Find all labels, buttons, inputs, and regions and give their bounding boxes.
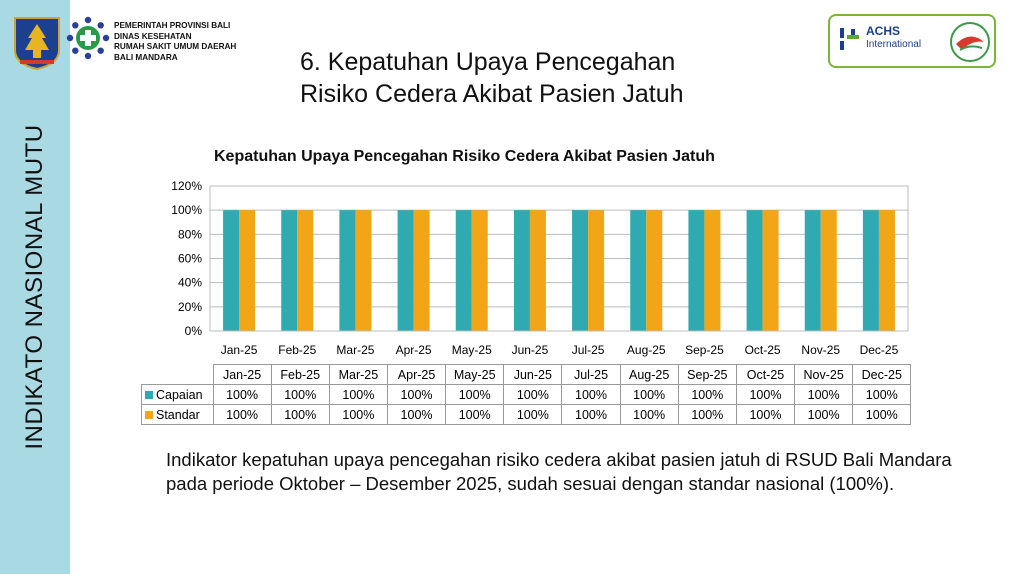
table-cell: 100% <box>853 405 911 425</box>
legend-swatch <box>145 391 153 399</box>
x-tick-label: Dec-25 <box>859 343 899 357</box>
y-tick-label: 40% <box>177 275 202 290</box>
sidebar-title: INDIKATO NASIONAL MUTU <box>21 124 48 450</box>
table-cell: 100% <box>446 405 504 425</box>
bar-standar-sep-25 <box>704 210 720 331</box>
chart-title: Kepatuhan Upaya Pencegahan Risiko Cedera Akibat Pasien Jatuh <box>214 148 715 165</box>
table-header-cell: Dec-25 <box>853 365 911 385</box>
table-header-cell: May-25 <box>446 365 504 385</box>
table-header-cell: Sep-25 <box>678 365 736 385</box>
bali-province-emblem-icon <box>12 14 62 70</box>
legend-label: Capaian <box>156 387 203 402</box>
org-line: DINAS KESEHATAN <box>114 31 192 41</box>
data-table <box>141 364 911 425</box>
bar-capaian-nov-25 <box>805 210 821 331</box>
table-cell: 100% <box>678 405 736 425</box>
table-header-cell: Mar-25 <box>329 365 387 385</box>
bar-standar-may-25 <box>472 210 488 331</box>
x-tick-label: Jan-25 <box>220 343 258 357</box>
table-header-cell: Jun-25 <box>504 365 562 385</box>
table-cell: 100% <box>387 405 445 425</box>
table-cell: 100% <box>562 385 620 405</box>
x-tick-label: Apr-25 <box>395 343 432 357</box>
table-header-cell: Nov-25 <box>795 365 853 385</box>
bar-standar-nov-25 <box>821 210 837 331</box>
accreditation-emblem-icon <box>948 20 992 64</box>
x-tick-label: Jul-25 <box>571 343 605 357</box>
org-line: BALI MANDARA <box>114 52 178 62</box>
bar-capaian-jul-25 <box>572 210 588 331</box>
org-line: RUMAH SAKIT UMUM DAERAH <box>114 42 237 51</box>
health-office-logo-icon <box>66 16 110 60</box>
table-cell: 100% <box>562 405 620 425</box>
legend-cell-standar <box>142 405 214 425</box>
table-cell: 100% <box>736 385 794 405</box>
bar-capaian-dec-25 <box>863 210 879 331</box>
legend-cell-capaian <box>142 385 214 405</box>
table-cell: 100% <box>620 385 678 405</box>
bar-standar-jan-25 <box>239 210 255 331</box>
bar-capaian-feb-25 <box>281 210 297 331</box>
bar-capaian-apr-25 <box>398 210 414 331</box>
x-tick-label: Nov-25 <box>801 343 841 357</box>
x-tick-label: Aug-25 <box>626 343 666 357</box>
table-cell: 100% <box>504 385 562 405</box>
table-cell: 100% <box>446 385 504 405</box>
table-header-row <box>142 365 911 385</box>
table-header-cell: Jul-25 <box>562 365 620 385</box>
y-tick-label: 0% <box>184 324 202 338</box>
bar-standar-mar-25 <box>355 210 371 331</box>
description-text: Indikator kepatuhan upaya pencegahan risiko cedera akibat pasien jatuh di RSUD Bali Mandara pada periode Oktober – Desember 2025, sudah sesuai dengan standar nasional (100%). <box>166 449 952 494</box>
table-cell: 100% <box>329 385 387 405</box>
x-tick-label: Feb-25 <box>278 343 317 357</box>
bar-standar-feb-25 <box>297 210 313 331</box>
table-cell: 100% <box>678 385 736 405</box>
table-cell: 100% <box>271 385 329 405</box>
y-tick-label: 80% <box>177 227 202 242</box>
table-header-cell: Jan-25 <box>213 365 271 385</box>
bar-standar-aug-25 <box>646 210 662 331</box>
table-cell: 100% <box>329 405 387 425</box>
table-cell: 100% <box>736 405 794 425</box>
table-header-cell: Apr-25 <box>387 365 445 385</box>
legend-swatch <box>145 411 153 419</box>
table-cell: 100% <box>213 405 271 425</box>
achs-mark-icon <box>838 26 862 52</box>
bar-standar-oct-25 <box>763 210 779 331</box>
achs-sublabel: International <box>866 39 922 50</box>
table-row <box>142 405 911 425</box>
bar-capaian-oct-25 <box>747 210 763 331</box>
y-tick-label: 120% <box>171 179 202 193</box>
gridlines <box>210 186 908 331</box>
x-tick-label: Jun-25 <box>511 343 549 357</box>
y-tick-label: 100% <box>171 203 202 218</box>
x-tick-label: Mar-25 <box>336 343 375 357</box>
bar-capaian-aug-25 <box>630 210 646 331</box>
table-cell: 100% <box>853 385 911 405</box>
table-cell: 100% <box>387 385 445 405</box>
accreditation-logos <box>828 14 996 68</box>
x-tick-label: Oct-25 <box>744 343 781 357</box>
x-tick-label: May-25 <box>451 343 492 357</box>
table-header-cell: Oct-25 <box>736 365 794 385</box>
org-line: PEMERINTAH PROVINSI BALI <box>114 21 231 30</box>
sidebar <box>0 0 70 574</box>
table-cell: 100% <box>504 405 562 425</box>
y-tick-label: 20% <box>177 299 202 314</box>
achs-label: ACHS <box>866 24 901 38</box>
bar-standar-dec-25 <box>879 210 895 331</box>
table-cell: 100% <box>620 405 678 425</box>
bar-standar-apr-25 <box>414 210 430 331</box>
table-cell: 100% <box>271 405 329 425</box>
bar-capaian-may-25 <box>456 210 472 331</box>
table-corner <box>142 365 214 385</box>
table-cell: 100% <box>795 385 853 405</box>
bars <box>223 210 895 331</box>
table-cell: 100% <box>213 385 271 405</box>
bar-capaian-sep-25 <box>688 210 704 331</box>
x-tick-label: Sep-25 <box>685 343 724 357</box>
organization-name <box>114 21 236 63</box>
slide-title <box>300 46 684 110</box>
table-row <box>142 385 911 405</box>
table-header-cell: Feb-25 <box>271 365 329 385</box>
bar-capaian-jan-25 <box>223 210 239 331</box>
bar-standar-jun-25 <box>530 210 546 331</box>
slide-title-line1: 6. Kepatuhan Upaya Pencegahan <box>300 48 676 76</box>
table-cell: 100% <box>795 405 853 425</box>
legend-label: Standar <box>156 407 200 422</box>
bar-standar-jul-25 <box>588 210 604 331</box>
slide-title-line2: Risiko Cedera Akibat Pasien Jatuh <box>300 80 684 108</box>
y-tick-label: 60% <box>177 251 202 266</box>
bar-chart <box>140 176 920 364</box>
bar-capaian-jun-25 <box>514 210 530 331</box>
bar-capaian-mar-25 <box>339 210 355 331</box>
table-header-cell: Aug-25 <box>620 365 678 385</box>
